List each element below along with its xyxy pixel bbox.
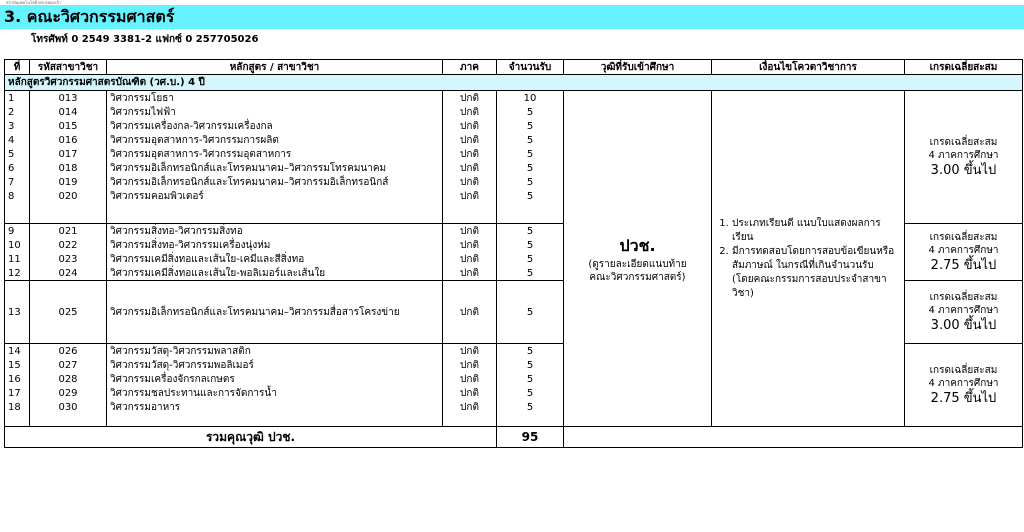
gpa-label: เกรดเฉลี่ยสะสม xyxy=(929,231,998,243)
gpa-terms: 4 ภาคการศึกษา xyxy=(928,244,999,256)
row-term: ปกติ xyxy=(443,161,497,175)
row-program: วิศวกรรมสิ่งทอ-วิศวกรรมเครื่องนุ่งห่ม xyxy=(107,238,443,252)
col-header-gpa: เกรดเฉลี่ยสะสม xyxy=(905,60,1023,75)
row-term: ปกติ xyxy=(443,358,497,372)
row-program: วิศวกรรมวัสดุ-วิศวกรรมพอลิเมอร์ xyxy=(107,358,443,372)
row-code: 021 xyxy=(30,224,107,239)
row-program: วิศวกรรมเคมีสิ่งทอและเส้นใย-พอลิเมอร์และเส้นใย xyxy=(107,266,443,281)
col-header-no: ที่ xyxy=(5,60,30,75)
row-code: 028 xyxy=(30,372,107,386)
row-code: 014 xyxy=(30,105,107,119)
row-no: 4 xyxy=(5,133,30,147)
row-term: ปกติ xyxy=(443,224,497,239)
gpa-label: เกรดเฉลี่ยสะสม xyxy=(929,364,998,376)
total-row xyxy=(5,427,1023,448)
row-code: 022 xyxy=(30,238,107,252)
header-small-text: สถาบันเทคโนโลยี พระจอมเกล้า xyxy=(6,0,61,5)
row-seats: 10 xyxy=(497,91,564,106)
row-code: 016 xyxy=(30,133,107,147)
row-program: วิศวกรรมเครื่องจักรกลเกษตร xyxy=(107,372,443,386)
row-term: ปกติ xyxy=(443,372,497,386)
row-seats: 5 xyxy=(497,133,564,147)
row-term: ปกติ xyxy=(443,386,497,400)
row-code: 013 xyxy=(30,91,107,106)
row-no: 6 xyxy=(5,161,30,175)
row-term: ปกติ xyxy=(443,400,497,414)
row-seats: 5 xyxy=(497,189,564,203)
table-row xyxy=(5,91,1023,106)
total-label: รวมคุณวุฒิ ปวช. xyxy=(5,427,497,448)
row-seats: 5 xyxy=(497,372,564,386)
row-code: 025 xyxy=(30,281,107,344)
row-term: ปกติ xyxy=(443,119,497,133)
spacer-cell xyxy=(30,203,107,224)
row-seats: 5 xyxy=(497,400,564,414)
row-seats: 5 xyxy=(497,238,564,252)
row-no: 8 xyxy=(5,189,30,203)
gpa-value: 3.00 ขึ้นไป xyxy=(930,162,997,178)
row-code: 026 xyxy=(30,344,107,359)
row-no: 12 xyxy=(5,266,30,281)
row-term: ปกติ xyxy=(443,238,497,252)
row-term: ปกติ xyxy=(443,133,497,147)
row-seats: 5 xyxy=(497,344,564,359)
qualification-cell xyxy=(564,91,712,427)
row-code: 029 xyxy=(30,386,107,400)
gpa-cell xyxy=(905,224,1023,281)
row-term: ปกติ xyxy=(443,147,497,161)
row-no: 5 xyxy=(5,147,30,161)
row-seats: 5 xyxy=(497,119,564,133)
row-seats: 5 xyxy=(497,358,564,372)
spacer-cell xyxy=(107,414,443,427)
row-program: วิศวกรรมวัสดุ-วิศวกรรมพลาสติก xyxy=(107,344,443,359)
spacer-cell xyxy=(5,414,30,427)
row-no: 2 xyxy=(5,105,30,119)
conditions-cell xyxy=(712,91,905,427)
row-term: ปกติ xyxy=(443,266,497,281)
row-term: ปกติ xyxy=(443,175,497,189)
row-code: 023 xyxy=(30,252,107,266)
row-seats: 5 xyxy=(497,175,564,189)
gpa-label: เกรดเฉลี่ยสะสม xyxy=(929,291,998,303)
row-term: ปกติ xyxy=(443,105,497,119)
row-seats: 5 xyxy=(497,281,564,344)
spacer-cell xyxy=(5,203,30,224)
col-header-term: ภาค xyxy=(443,60,497,75)
row-no: 10 xyxy=(5,238,30,252)
gpa-label: เกรดเฉลี่ยสะสม xyxy=(929,136,998,148)
row-no: 14 xyxy=(5,344,30,359)
row-code: 018 xyxy=(30,161,107,175)
row-seats: 5 xyxy=(497,161,564,175)
row-program: วิศวกรรมโยธา xyxy=(107,91,443,106)
row-program: วิศวกรรมอุตสาหการ-วิศวกรรมการผลิต xyxy=(107,133,443,147)
table-header-row xyxy=(5,60,1023,75)
gpa-terms: 4 ภาคการศึกษา xyxy=(928,377,999,389)
section-row xyxy=(5,75,1023,91)
row-seats: 5 xyxy=(497,224,564,239)
row-program: วิศวกรรมอุตสาหการ-วิศวกรรมอุตสาหการ xyxy=(107,147,443,161)
row-no: 9 xyxy=(5,224,30,239)
row-code: 017 xyxy=(30,147,107,161)
row-seats: 5 xyxy=(497,386,564,400)
gpa-terms: 4 ภาคการศึกษา xyxy=(928,304,999,316)
row-program: วิศวกรรมไฟฟ้า xyxy=(107,105,443,119)
gpa-value: 2.75 ขึ้นไป xyxy=(930,257,997,273)
spacer-cell xyxy=(497,203,564,224)
spacer-cell xyxy=(107,203,443,224)
section-title: หลักสูตรวิศวกรรมศาสตรบัณฑิต (วศ.บ.) 4 ปี xyxy=(5,75,1023,91)
row-no: 7 xyxy=(5,175,30,189)
row-seats: 5 xyxy=(497,252,564,266)
col-header-conditions: เงื่อนไขโควตาวิชาการ xyxy=(712,60,905,75)
gpa-cell xyxy=(905,91,1023,224)
row-no: 15 xyxy=(5,358,30,372)
total-empty xyxy=(564,427,1023,448)
admission-table xyxy=(4,59,1023,448)
spacer-cell xyxy=(443,414,497,427)
row-code: 027 xyxy=(30,358,107,372)
row-program: วิศวกรรมเคมีสิ่งทอและเส้นใย-เคมีและสีสิ่งทอ xyxy=(107,252,443,266)
total-value: 95 xyxy=(497,427,564,448)
row-program: วิศวกรรมอิเล็กทรอนิกส์และโทรคมนาคม–วิศวกรรมสื่อสารโครงข่าย xyxy=(107,281,443,344)
row-no: 11 xyxy=(5,252,30,266)
row-program: วิศวกรรมชลประทานและการจัดการน้ำ xyxy=(107,386,443,400)
row-code: 020 xyxy=(30,189,107,203)
qualification-note-2: คณะวิศวกรรมศาสตร์) xyxy=(589,271,686,283)
row-seats: 5 xyxy=(497,266,564,281)
gpa-terms: 4 ภาคการศึกษา xyxy=(928,149,999,161)
row-seats: 5 xyxy=(497,105,564,119)
gpa-value: 2.75 ขึ้นไป xyxy=(930,390,997,406)
row-no: 16 xyxy=(5,372,30,386)
row-term: ปกติ xyxy=(443,252,497,266)
qualification-note-1: (ดูรายละเอียดแนบท้าย xyxy=(588,258,687,270)
row-no: 17 xyxy=(5,386,30,400)
row-program: วิศวกรรมอิเล็กทรอนิกส์และโทรคมนาคม–วิศวกรรมโทรคมนาคม xyxy=(107,161,443,175)
row-code: 019 xyxy=(30,175,107,189)
row-program: วิศวกรรมอิเล็กทรอนิกส์และโทรคมนาคม–วิศวกรรมอิเล็กทรอนิกส์ xyxy=(107,175,443,189)
row-code: 015 xyxy=(30,119,107,133)
spacer-cell xyxy=(30,414,107,427)
row-program: วิศวกรรมคอมพิวเตอร์ xyxy=(107,189,443,203)
row-no: 13 xyxy=(5,281,30,344)
row-no: 3 xyxy=(5,119,30,133)
col-header-seats: จำนวนรับ xyxy=(497,60,564,75)
row-program: วิศวกรรมอาหาร xyxy=(107,400,443,414)
gpa-value: 3.00 ขึ้นไป xyxy=(930,317,997,333)
spacer-cell xyxy=(443,203,497,224)
page-title: 3. คณะวิศวกรรมศาสตร์ xyxy=(0,5,1024,29)
col-header-qualification: วุฒิที่รับเข้าศึกษา xyxy=(564,60,712,75)
row-no: 1 xyxy=(5,91,30,106)
row-term: ปกติ xyxy=(443,281,497,344)
row-program: วิศวกรรมสิ่งทอ-วิศวกรรมสิ่งทอ xyxy=(107,224,443,239)
gpa-cell xyxy=(905,281,1023,344)
row-no: 18 xyxy=(5,400,30,414)
condition-item-1: 1. ประเภทเรียนดี แนบใบแสดงผลการเรียน xyxy=(732,217,898,245)
condition-item-2: 2. มีการทดสอบโดยการสอบข้อเขียนหรือสัมภาษณ์ ในกรณีที่เกินจำนวนรับ (โดยคณะกรรมการสอบประจำสาขาวิชา) xyxy=(732,245,898,301)
row-program: วิศวกรรมเครื่องกล-วิศวกรรมเครื่องกล xyxy=(107,119,443,133)
spacer-cell xyxy=(497,414,564,427)
row-term: ปกติ xyxy=(443,344,497,359)
row-code: 030 xyxy=(30,400,107,414)
row-seats: 5 xyxy=(497,147,564,161)
col-header-code: รหัสสาขาวิชา xyxy=(30,60,107,75)
gpa-cell xyxy=(905,344,1023,427)
row-code: 024 xyxy=(30,266,107,281)
contact-info: โทรศัพท์ 0 2549 3381-2 แฟกซ์ 0 257705026 xyxy=(31,34,259,45)
row-term: ปกติ xyxy=(443,189,497,203)
col-header-program: หลักสูตร / สาขาวิชา xyxy=(107,60,443,75)
row-term: ปกติ xyxy=(443,91,497,106)
qualification-name: ปวช. xyxy=(619,235,656,255)
